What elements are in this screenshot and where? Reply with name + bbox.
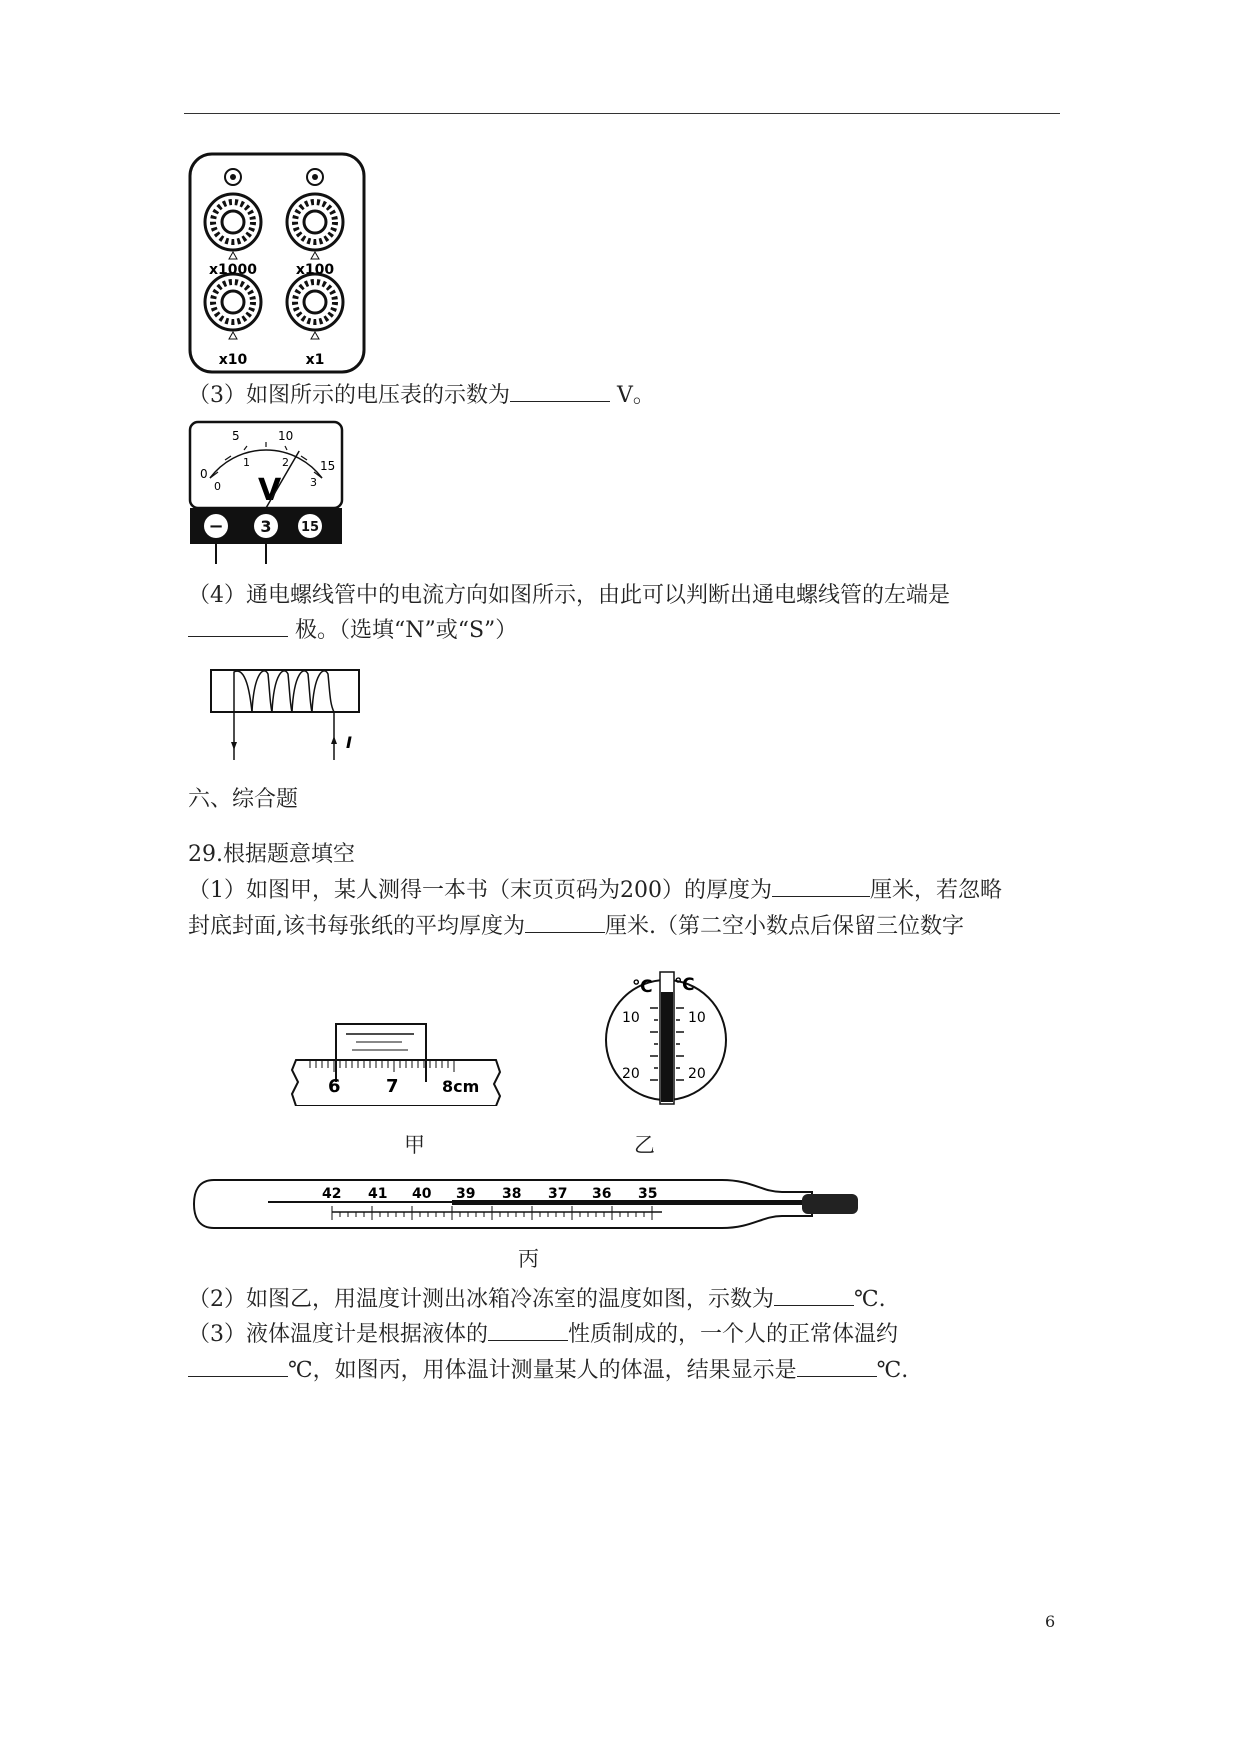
q29-p3-c: ℃，如图丙，用体温计测量某人的体温，结果显示是: [288, 1358, 797, 1383]
q29-blank-1[interactable]: [772, 876, 870, 897]
q29-p1-a: （1）如图甲，某人测得一本书（末页页码为200）的厚度为: [188, 878, 772, 903]
voltmeter-bottom-3: 3: [310, 476, 317, 489]
q29-p2-line: [188, 1285, 886, 1315]
voltmeter-top-0: 0: [200, 467, 208, 481]
yi-unit-left: ℃: [632, 977, 653, 997]
q3-answer-blank[interactable]: [510, 381, 610, 402]
dial-label-1000: x1000: [209, 262, 257, 278]
section6-title: 六、综合题: [188, 787, 299, 812]
thermometer-liquid-column: [661, 992, 673, 1102]
bing-mark-36: 36: [592, 1186, 612, 1202]
q4-line-2: [188, 616, 517, 646]
terminal-15: 15: [300, 520, 320, 535]
dial-label-1: x1: [305, 352, 325, 368]
fig-bing-clinical-thermometer: [192, 1176, 872, 1236]
q29-p2-b: ℃.: [854, 1287, 886, 1312]
q29-p1-c: 封底封面,该书每张纸的平均厚度为: [188, 914, 525, 939]
fig-bing-caption: 丙: [518, 1247, 539, 1271]
voltmeter-bottom-0: 0: [214, 480, 221, 493]
q3-text: （3）如图所示的电压表的示数为: [188, 383, 510, 408]
yi-unit-right: ℃: [674, 975, 695, 995]
fig-yi-caption: 乙: [634, 1133, 655, 1157]
bing-mark-41: 41: [368, 1186, 388, 1202]
page-number: 6: [1045, 1612, 1056, 1631]
q29-blank-4[interactable]: [488, 1320, 568, 1341]
bing-mark-40: 40: [412, 1186, 432, 1202]
q29-p3-line1: [188, 1320, 898, 1350]
solenoid-figure: [206, 664, 366, 764]
voltmeter-top-15: 15: [320, 459, 336, 473]
voltmeter-top-5: 5: [232, 429, 240, 443]
ruler-tick-7: 7: [386, 1076, 399, 1097]
q29-blank-5[interactable]: [188, 1356, 288, 1377]
terminal-3: 3: [260, 517, 272, 536]
yi-mark-20-left: 20: [622, 1066, 640, 1082]
terminal-negative: −: [208, 516, 224, 537]
yi-mark-10-left: 10: [622, 1010, 640, 1026]
yi-mark-10-right: 10: [688, 1010, 706, 1026]
voltmeter-symbol: V: [258, 473, 282, 508]
current-label: I: [346, 733, 352, 752]
q3-line: [188, 381, 655, 411]
dial-label-100: x100: [295, 262, 335, 278]
bing-mark-39: 39: [456, 1186, 476, 1202]
q29-p1-line2: [188, 912, 964, 942]
voltmeter-bottom-2: 2: [282, 456, 289, 469]
q29-p1-b: 厘米，若忽略: [870, 878, 1003, 903]
q29-p1-line1: [188, 876, 1002, 906]
bing-mark-42: 42: [322, 1186, 342, 1202]
fig-yi-thermometer: [600, 968, 730, 1108]
voltmeter-top-10: 10: [278, 429, 294, 443]
resistance-box-figure: [188, 152, 366, 374]
q29-p3-d: ℃.: [876, 1358, 909, 1383]
q4-line-1: （4）通电螺线管中的电流方向如图所示，由此可以判断出通电螺线管的左端是: [188, 583, 950, 608]
voltmeter-figure: [188, 420, 344, 566]
q29-p3-b: 性质制成的，一个人的正常体温约: [568, 1322, 899, 1347]
voltmeter-bottom-1: 1: [243, 456, 250, 469]
q29-blank-2[interactable]: [525, 912, 605, 933]
dial-label-10: x10: [218, 352, 248, 368]
q29-p1-d: 厘米.（第二空小数点后保留三位数字: [605, 914, 964, 939]
ruler-tick-8: 8cm: [442, 1077, 480, 1096]
q3-unit: V。: [610, 383, 655, 408]
bing-mark-38: 38: [502, 1186, 522, 1202]
fig-jia-ruler: [290, 1010, 510, 1106]
ruler-tick-6: 6: [328, 1076, 341, 1097]
q29-blank-3[interactable]: [774, 1285, 854, 1306]
q29-p3-line2: [188, 1356, 908, 1386]
bing-mark-35: 35: [638, 1186, 658, 1202]
q4-answer-blank[interactable]: [188, 616, 288, 637]
q29-blank-6[interactable]: [797, 1356, 877, 1377]
yi-mark-20-right: 20: [688, 1066, 706, 1082]
q29-title: 29.根据题意填空: [188, 842, 355, 867]
fig-jia-caption: 甲: [404, 1133, 425, 1157]
bing-mark-37: 37: [548, 1186, 568, 1202]
q29-p2-a: （2）如图乙，用温度计测出冰箱冷冻室的温度如图，示数为: [188, 1287, 774, 1312]
header-rule: [184, 113, 1060, 114]
q29-p3-a: （3）液体温度计是根据液体的: [188, 1322, 488, 1347]
q4-text-2: 极。（选填“N”或“S”）: [288, 618, 518, 643]
